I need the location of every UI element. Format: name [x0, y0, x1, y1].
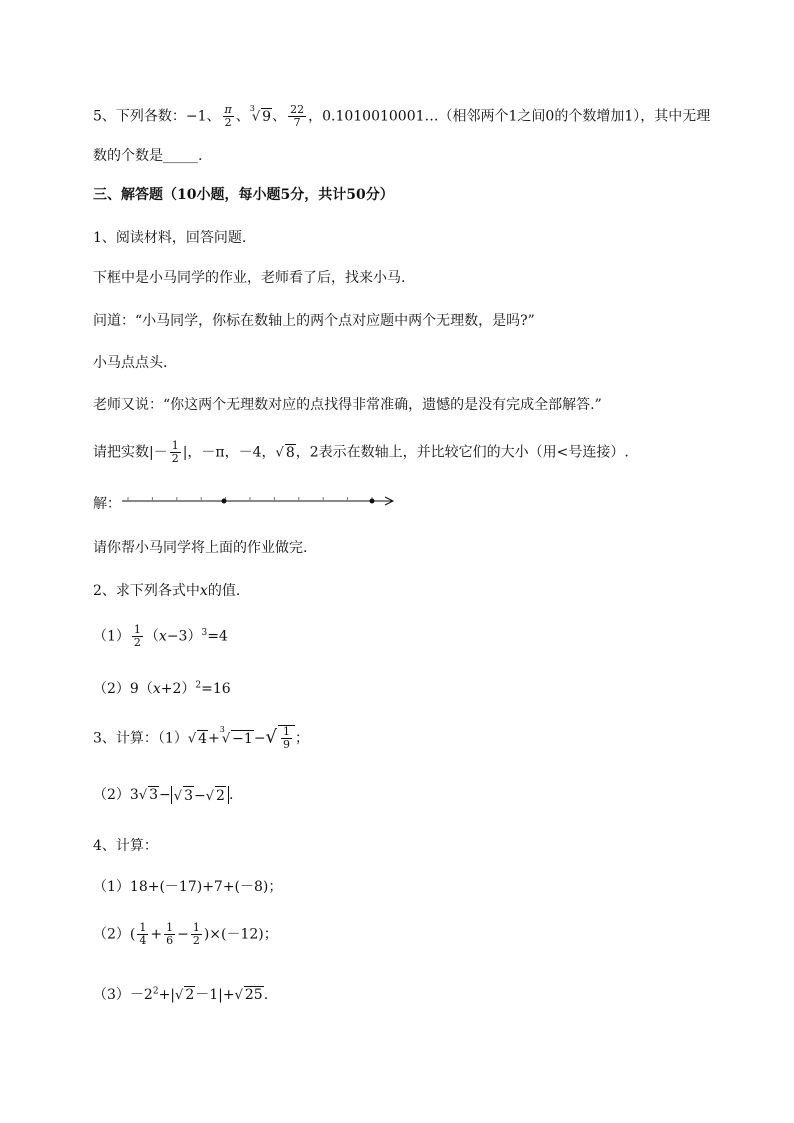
p1-line1: 1、阅读材料，回答问题.: [93, 230, 247, 246]
p3-line2: （2）3√ 3− √ 3−√ 2 .: [93, 787, 234, 804]
section-heading: 三、解答题（10小题，每小题5分，共计50分）: [93, 187, 394, 203]
p4-sub3: $(3)-2^2+|√$ 2－1|+√ 25.: [93, 986, 269, 1003]
sixth-fraction: $\frac{1}{6}$: [166, 921, 174, 947]
p1-line3: 问道：“小马同学，你标在数轴上的两个点对应题中两个无理数，是吗?”: [93, 313, 535, 329]
absolute-value: √ 3−√ 2: [171, 786, 229, 804]
p2-sub2: $(2)9(x+2)^2=16$: [93, 680, 231, 697]
p4-title: 4、计算：: [93, 838, 158, 854]
number-line-point-right: [370, 499, 375, 504]
p1-line2: 下框中是小马同学的作业，老师看了后，找来小马.: [93, 270, 406, 286]
half-fraction: $\frac{1}{2}$: [133, 623, 141, 649]
p1-line6: 请把实数|－ $\frac{1}{2}$ |，－π，－4，√ 8，2表示在数轴上，并比较它们的大小（用<号连接）.: [93, 439, 629, 465]
quarter-fraction: $\frac{1}{4}$: [139, 921, 147, 947]
p3-line1: 3、计算：（1）√ 4+$^3$√ −1−√ $\frac{1}{9}$ ；: [93, 725, 310, 751]
p4-sub2: （2）( $\frac{1}{4}$ + $\frac{1}{6}$ − $\frac{1}{2}$ )×(－12)；: [93, 921, 278, 947]
p1-line4: 小马点点头.: [93, 355, 168, 371]
half-fraction: $\frac{1}{2}$: [192, 921, 200, 947]
radical-sign: √: [221, 731, 231, 747]
p1-line5: 老师又说：“你这两个无理数对应的点找得非常准确，遗憾的是没有完成全部解答.”: [93, 397, 602, 413]
half-fraction: $\frac{1}{2}$: [171, 439, 179, 465]
radical-sign: √: [187, 731, 197, 747]
q5-line1: 5、下列各数：−1、 $\frac{\pi}{2}$ 、$^3$√ 9、 $\frac{22}{7}$ ，0.1010010001…（相邻两个1之间0的个数增加1），其中无理: [93, 103, 711, 129]
number-line-point-left: [222, 499, 227, 504]
number-line-ticks: [128, 497, 372, 501]
p2-sub1: （1） $\frac{1}{2}$ $(x-3)^3=4$: [93, 623, 228, 649]
p4-sub1: （1）18+(－17)+7+(－8)；: [93, 879, 283, 895]
pi-over-2-fraction: $\frac{\pi}{2}$: [224, 103, 232, 129]
number-line: [122, 492, 397, 510]
radical-sign: √: [175, 988, 184, 1003]
radical-sign: √: [251, 109, 261, 125]
p2-title: 2、求下列各式中x的值.: [93, 583, 241, 599]
solution-label: 解：: [93, 496, 121, 512]
q5-line2: 数的个数是_____.: [93, 148, 203, 164]
radical-sign: √: [138, 788, 148, 803]
radical-sign: √: [275, 445, 284, 461]
p1-line8: 请你帮小马同学将上面的作业做完.: [93, 540, 308, 556]
radical-sign: √: [234, 988, 243, 1003]
radical-sign: √: [265, 726, 278, 748]
22-over-7-fraction: $\frac{22}{7}$: [290, 103, 305, 129]
one-ninth-fraction: $\frac{1}{9}$: [283, 725, 291, 751]
